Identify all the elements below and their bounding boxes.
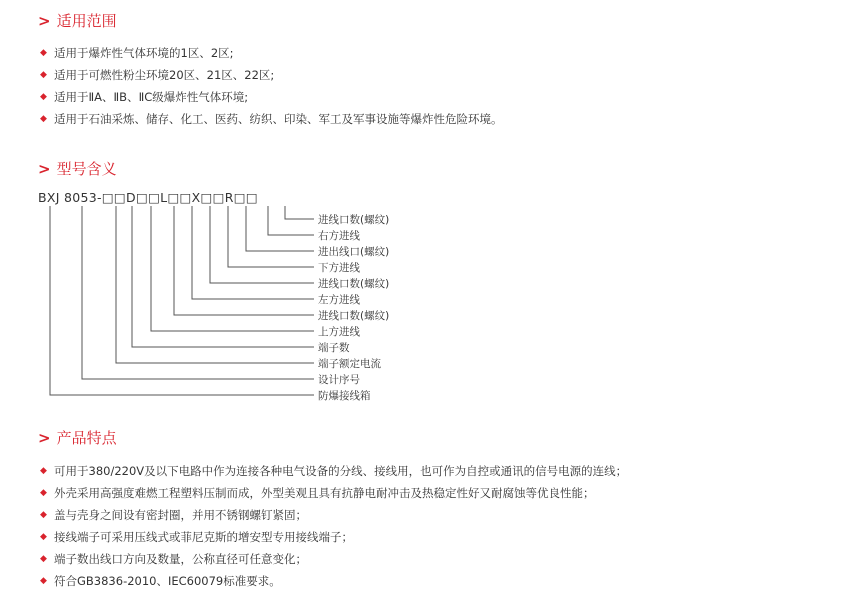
list-item bbox=[40, 460, 627, 482]
chevron-right-icon: > bbox=[38, 11, 51, 30]
list-item-text: 可用于380/220V及以下电路中作为连接各种电气设备的分线、接线用，也可作为自控或通讯的信号电源的连线； bbox=[54, 464, 628, 478]
label-bottom-entry: 下方进线 bbox=[318, 262, 360, 274]
diamond-bullet-icon: ◆ bbox=[40, 70, 47, 80]
connector-line bbox=[116, 206, 314, 363]
chevron-right-icon: > bbox=[38, 159, 51, 178]
list-item-text: 符合GB3836-2010、IEC60079标准要求。 bbox=[54, 574, 281, 588]
features-list bbox=[40, 460, 627, 592]
label-top-entry: 上方进线 bbox=[318, 326, 360, 338]
diamond-bullet-icon: ◆ bbox=[40, 48, 47, 58]
label-inlet-count-bottom: 进出线口(螺纹) bbox=[318, 246, 390, 258]
list-item bbox=[40, 570, 627, 592]
list-item-text: 接线端子可采用压线式或菲尼克斯的增安型专用接线端子； bbox=[54, 530, 353, 544]
diamond-bullet-icon: ◆ bbox=[40, 576, 47, 586]
connector-line bbox=[268, 206, 314, 235]
connector-line bbox=[50, 206, 314, 395]
label-explosion-proof-box: 防爆接线箱 bbox=[318, 390, 371, 402]
label-inlet-count-left: 进线口数(螺纹) bbox=[318, 278, 390, 290]
label-design-serial: 设计序号 bbox=[318, 374, 360, 386]
diamond-bullet-icon: ◆ bbox=[40, 510, 47, 520]
connector-line bbox=[210, 206, 314, 283]
label-inlet-count-right: 进线口数(螺纹) bbox=[318, 214, 390, 226]
diamond-bullet-icon: ◆ bbox=[40, 488, 47, 498]
section-title-text: 型号含义 bbox=[56, 160, 117, 178]
list-item-text: 盖与壳身之间设有密封圈，并用不锈钢螺钉紧固； bbox=[54, 508, 307, 522]
model-labels bbox=[318, 213, 389, 402]
diamond-bullet-icon: ◆ bbox=[40, 532, 47, 542]
connector-line bbox=[132, 206, 314, 347]
diamond-bullet-icon: ◆ bbox=[40, 554, 47, 564]
label-terminal-current: 端子额定电流 bbox=[318, 358, 381, 370]
list-item bbox=[40, 482, 627, 504]
list-item bbox=[40, 504, 627, 526]
diamond-bullet-icon: ◆ bbox=[40, 114, 47, 124]
connector-line bbox=[82, 206, 314, 379]
list-item-text: 适用于可燃性粉尘环境20区、21区、22区; bbox=[54, 68, 275, 82]
list-item-text: 端子数出线口方向及数量，公称直径可任意变化； bbox=[54, 552, 307, 566]
list-item-text: 适用于ⅡA、ⅡB、ⅡC级爆炸性气体环境; bbox=[54, 90, 249, 104]
section-title-features bbox=[38, 427, 117, 448]
connector-line bbox=[246, 206, 314, 251]
list-item bbox=[40, 548, 627, 570]
label-terminal-count: 端子数 bbox=[318, 342, 350, 354]
connector-line bbox=[285, 206, 314, 219]
section-title-text: 适用范围 bbox=[56, 12, 117, 30]
list-item-text: 适用于爆炸性气体环境的1区、2区; bbox=[54, 46, 234, 60]
diamond-bullet-icon: ◆ bbox=[40, 92, 47, 102]
list-item-text: 外壳采用高强度难燃工程塑料压制而成，外型美观且具有抗静电耐冲击及热稳定性好又耐腐蚀等优良性能； bbox=[54, 486, 595, 500]
label-left-entry: 左方进线 bbox=[318, 294, 360, 306]
section-title-text: 产品特点 bbox=[56, 429, 117, 447]
diamond-bullet-icon: ◆ bbox=[40, 466, 47, 476]
label-right-entry: 右方进线 bbox=[318, 230, 360, 242]
list-item bbox=[40, 526, 627, 548]
connector-lines bbox=[50, 206, 314, 395]
label-inlet-count-top: 进线口数(螺纹) bbox=[318, 310, 390, 322]
model-code: BXJ 8053-□□D□□L□□X□□R□□ bbox=[38, 190, 258, 205]
chevron-right-icon: > bbox=[38, 428, 51, 447]
connector-line bbox=[151, 206, 314, 331]
connector-line bbox=[228, 206, 314, 267]
list-item-text: 适用于石油采炼、储存、化工、医药、纺织、印染、军工及军事设施等爆炸性危险环境。 bbox=[54, 112, 503, 126]
